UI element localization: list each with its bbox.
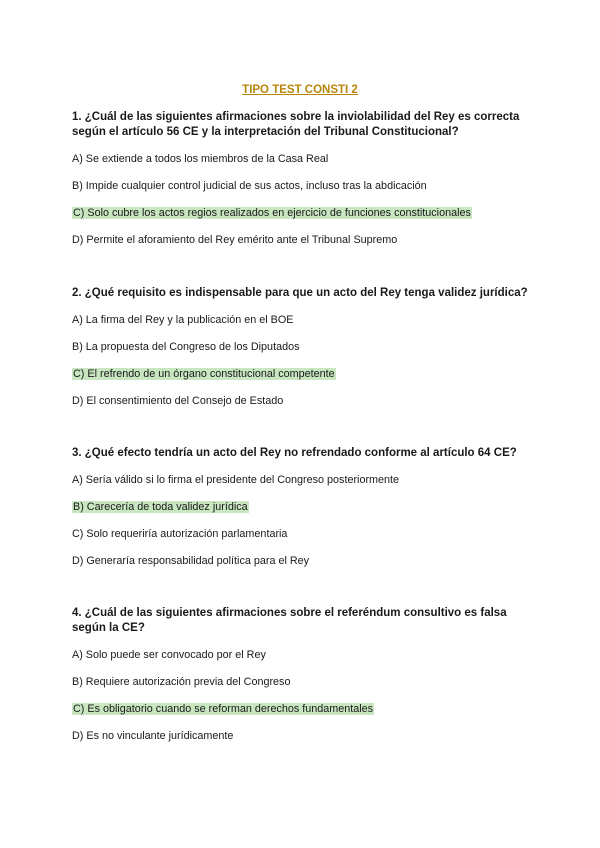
option-label: C) Solo requeriría autorización parlamentaria — [72, 528, 288, 540]
option-b-correct — [72, 500, 249, 514]
option-label: D) Es no vinculante jurídicamente — [72, 730, 234, 742]
option-label: A) La firma del Rey y la publicación en el BOE — [72, 314, 294, 326]
option-a — [72, 648, 266, 662]
option-b — [72, 179, 427, 193]
option-c-correct — [72, 367, 336, 381]
option-label: B) Requiere autorización previa del Congreso — [72, 676, 291, 688]
option-c-correct — [72, 702, 374, 716]
option-label: A) Se extiende a todos los miembros de la Casa Real — [72, 153, 329, 165]
option-label: D) Generaría responsabilidad política para el Rey — [72, 555, 310, 567]
option-label: A) Sería válido si lo firma el presidente del Congreso posteriormente — [72, 474, 400, 486]
option-c — [72, 527, 287, 541]
question-text: 2. ¿Qué requisito es indispensable para que un acto del Rey tenga validez jurídica? — [72, 287, 528, 299]
correct-answer-highlight: C) El refrendo de un órgano constitucional competente — [73, 368, 335, 380]
correct-answer-highlight: C) Es obligatorio cuando se reforman derechos fundamentales — [73, 703, 374, 715]
question-4 — [72, 606, 542, 742]
question-3 — [72, 446, 542, 567]
option-label: B) Impide cualquier control judicial de sus actos, incluso tras la abdicación — [72, 180, 427, 192]
document-title: TIPO TEST CONSTI 2 — [242, 84, 358, 96]
question-text: 1. ¿Cuál de las siguientes afirmaciones sobre la inviolabilidad del Rey es correcta según el artículo 56 CE y la interpretación del Tribunal Constitucional? — [72, 111, 520, 138]
option-a — [72, 152, 328, 166]
option-a — [72, 473, 399, 487]
option-label: A) Solo puede ser convocado por el Rey — [72, 649, 266, 661]
question-2 — [72, 286, 542, 407]
option-label: D) Permite el aforamiento del Rey emérito ante el Tribunal Supremo — [72, 234, 398, 246]
option-d — [72, 554, 309, 568]
option-c-correct — [72, 206, 472, 220]
question-1 — [72, 110, 542, 246]
option-a — [72, 313, 293, 327]
option-b — [72, 340, 299, 354]
correct-answer-highlight: B) Carecería de toda validez jurídica — [73, 501, 248, 513]
correct-answer-highlight: C) Solo cubre los actos regios realizados en ejercicio de funciones constitucionales — [73, 207, 471, 219]
option-label: D) El consentimiento del Consejo de Estado — [72, 395, 284, 407]
question-text: 3. ¿Qué efecto tendría un acto del Rey no refrendado conforme al artículo 64 CE? — [72, 447, 517, 459]
option-d — [72, 394, 283, 408]
option-d — [72, 233, 397, 247]
option-label: B) La propuesta del Congreso de los Diputados — [72, 341, 300, 353]
question-text: 4. ¿Cuál de las siguientes afirmaciones sobre el referéndum consultivo es falsa según la CE? — [72, 607, 507, 634]
option-b — [72, 675, 290, 689]
option-d — [72, 729, 233, 743]
